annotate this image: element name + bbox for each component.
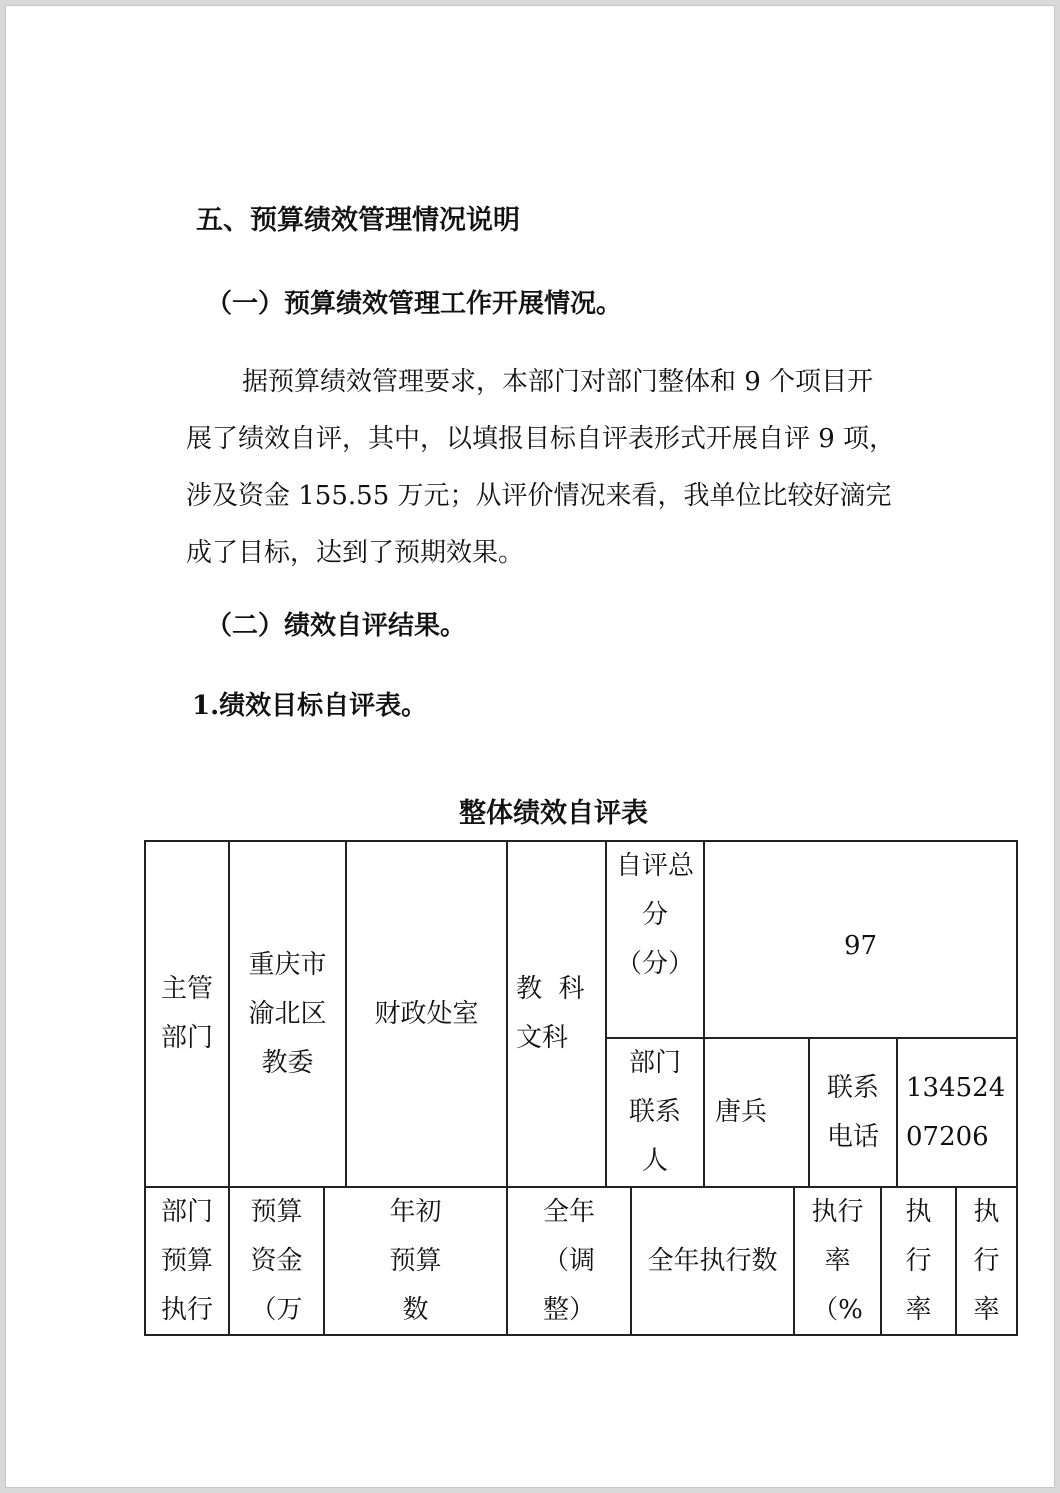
cell-finance-office-label: 财政处室 [374,998,479,1029]
subheading-results: （二）绩效自评结果。 [206,611,467,641]
cell-phone-value: 13452407206 [906,1072,1006,1152]
document-page [5,5,1055,1488]
paragraph-line-3: 涉及资金 155.55 万元；从评价情况来看，我单位比较好滴完 [186,481,892,511]
paragraph-line-2: 展了绩效自评，其中，以填报目标自评表形式开展自评 9 项， [186,424,896,454]
cell-budget-funds-label: 预算资金（万 [250,1197,303,1325]
cell-budget-execution-label: 部门预算执行 [160,1197,213,1325]
cell-execution-rate-header: 执行率（% [811,1197,864,1325]
cell-supervising-dept-label: 主管部门 [160,974,213,1053]
cell-initial-budget-header: 年初预算数 [389,1196,442,1325]
section-heading: 五、预算绩效管理情况说明 [196,205,520,236]
cell-self-score-value: 97 [843,931,878,961]
table-caption: 整体绩效自评表 [459,798,648,829]
cell-contact-person-label: 部门联系人 [628,1048,681,1176]
table-border-right [1016,840,1018,1336]
body-paragraph [186,354,946,582]
cell-finance-office-value: 教 科文科 [516,974,585,1053]
cell-execution-rate-header-2: 执行率 [905,1197,932,1325]
cell-annual-adjusted-header: 全年（调整） [542,1197,595,1325]
cell-annual-executed-header: 全年执行数 [647,1245,778,1276]
subheading-work-status: （一）预算绩效管理工作开展情况。 [206,289,623,319]
table-border-bottom [144,1334,1018,1336]
cell-contact-person-value: 唐兵 [715,1097,768,1127]
cell-supervising-dept-value: 重庆市渝北区教委 [248,949,327,1078]
cell-execution-rate-header-3: 执行率 [973,1197,1000,1325]
paragraph-line-4: 成了目标，达到了预期效果。 [186,538,525,568]
item-heading: 1.绩效目标自评表。 [192,691,428,721]
cell-self-score-label: 自评总分（分） [616,851,695,979]
paragraph-line-1: 据预算绩效管理要求，本部门对部门整体和 9 个项目开 [242,367,874,397]
cell-phone-label: 联系电话 [826,1072,879,1152]
